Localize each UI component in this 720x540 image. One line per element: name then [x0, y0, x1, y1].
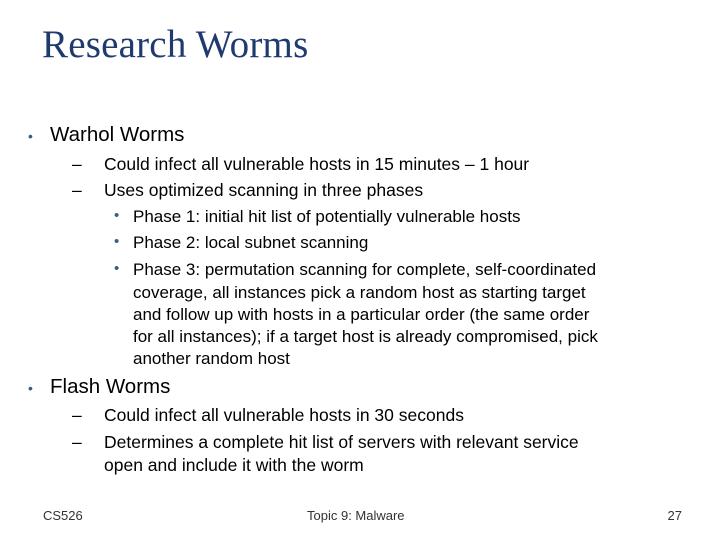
list-item: Determines a complete hit list of servers with relevant service — [104, 432, 579, 452]
phase-item-continued: another random host — [133, 349, 290, 368]
bullet-icon: • — [28, 128, 33, 144]
section-heading-warhol: Warhol Worms — [50, 123, 185, 146]
phase-item: Phase 3: permutation scanning for complete, self-coordinated — [133, 260, 597, 279]
footer-page-number: 27 — [667, 508, 682, 523]
dash-icon: – — [72, 180, 82, 200]
list-item: Uses optimized scanning in three phases — [104, 180, 424, 200]
dash-icon: – — [72, 154, 82, 174]
phase-item-continued: coverage, all instances pick a random host as starting target — [133, 283, 586, 302]
bullet-icon: • — [114, 207, 120, 224]
phase-item: Phase 2: local subnet scanning — [133, 233, 369, 252]
section-heading-flash: Flash Worms — [50, 375, 171, 398]
footer-course: CS526 — [43, 508, 83, 523]
phase-item: Phase 1: initial hit list of potentially vulnerable hosts — [133, 207, 521, 226]
list-item: Could infect all vulnerable hosts in 30 seconds — [104, 405, 464, 425]
footer-topic: Topic 9: Malware — [307, 508, 405, 523]
dash-icon: – — [72, 432, 82, 452]
slide-title: Research Worms — [42, 23, 309, 66]
phase-item-continued: and follow up with hosts in a particular order (the same order — [133, 305, 590, 324]
bullet-icon: • — [28, 380, 33, 396]
phase-item-continued: for all instances); if a target host is already compromised, pick — [133, 327, 598, 346]
dash-icon: – — [72, 405, 82, 425]
list-item: Could infect all vulnerable hosts in 15 minutes – 1 hour — [104, 154, 530, 174]
list-item-continued: open and include it with the worm — [104, 455, 364, 475]
bullet-icon: • — [114, 233, 120, 250]
bullet-icon: • — [114, 260, 120, 277]
